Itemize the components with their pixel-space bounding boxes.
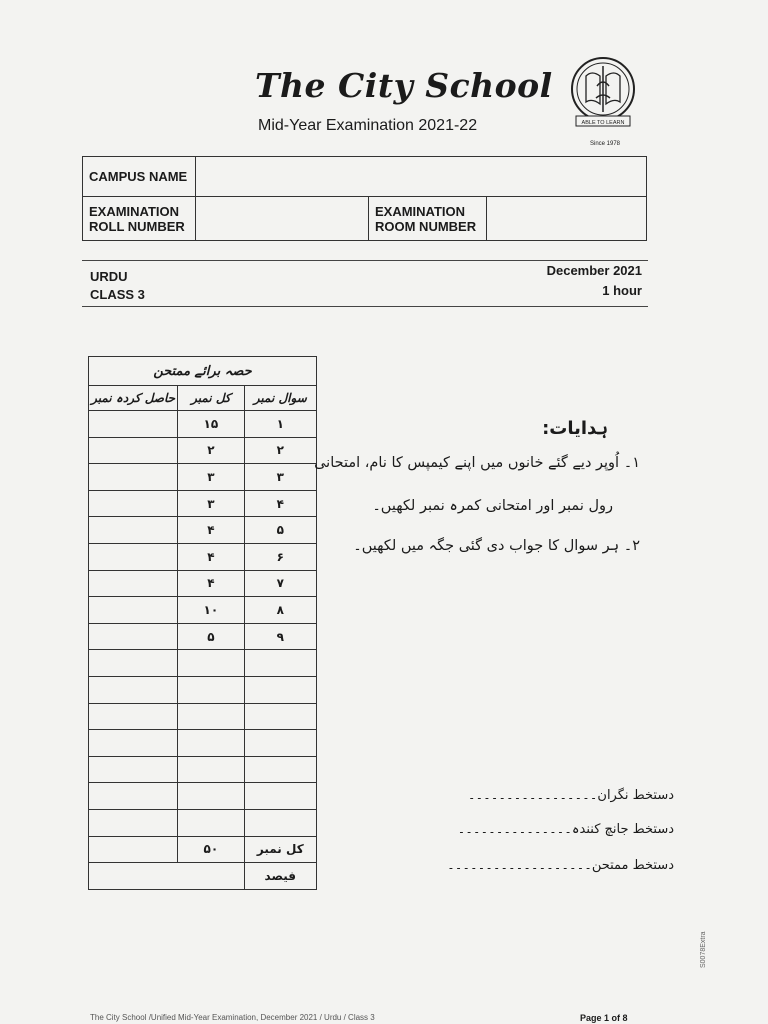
campus-name-field[interactable]	[196, 157, 647, 197]
question-number: ۲	[244, 437, 316, 464]
instructions-title: ہدایات:	[542, 418, 608, 439]
obtained-marks-field[interactable]	[89, 543, 178, 570]
roll-number-field[interactable]	[196, 197, 369, 241]
table-row	[89, 756, 317, 783]
marks-table	[88, 356, 317, 890]
percent-label: فیصد	[244, 863, 316, 890]
table-row	[89, 783, 317, 810]
question-number: ۹	[244, 623, 316, 650]
question-number: ۵	[244, 517, 316, 544]
signature-examiner: دستخط ممتحن۔۔۔۔۔۔۔۔۔۔۔۔۔۔۔۔۔۔۔	[447, 858, 674, 873]
percent-field[interactable]	[89, 863, 245, 890]
school-logo-icon	[570, 56, 636, 140]
total-marks: ۱۵	[178, 411, 244, 438]
table-row	[89, 517, 317, 544]
total-marks: ۲	[178, 437, 244, 464]
question-number: ۷	[244, 570, 316, 597]
total-row	[89, 836, 317, 863]
total-marks: ۳	[178, 464, 244, 491]
divider-top	[82, 260, 648, 261]
table-row	[89, 623, 317, 650]
question-number: ۴	[244, 490, 316, 517]
table-row	[89, 730, 317, 757]
col-question-header: سوال نمبر	[244, 386, 316, 411]
table-row	[89, 437, 317, 464]
col-total-header: کل نمبر	[178, 386, 244, 411]
question-number: ۱	[244, 411, 316, 438]
obtained-marks-field[interactable]	[89, 464, 178, 491]
exam-date: December 2021	[546, 263, 642, 278]
signature-checker: دستخط جانچ کنندہ۔۔۔۔۔۔۔۔۔۔۔۔۔۔۔	[457, 822, 674, 837]
instruction-line-3: ۲۔ ہر سوال کا جواب دی گئی جگہ میں لکھیں۔	[353, 538, 640, 554]
total-obtained-field[interactable]	[89, 836, 178, 863]
question-number: ۳	[244, 464, 316, 491]
total-marks: ۱۰	[178, 597, 244, 624]
campus-name-label: CAMPUS NAME	[83, 157, 196, 197]
total-marks: ۴	[178, 517, 244, 544]
class-name: CLASS 3	[90, 287, 145, 302]
subject-name: URDU	[90, 269, 128, 284]
total-marks: ۵	[178, 623, 244, 650]
table-row	[89, 464, 317, 491]
roll-label-line-1: EXAMINATION	[89, 203, 180, 219]
percent-row	[89, 863, 317, 890]
instruction-line-1: ۱۔ اُوپر دیے گئے خانوں میں اپنے کیمپس کا نام، امتحانی	[314, 455, 640, 471]
obtained-marks-field[interactable]	[89, 490, 178, 517]
total-value: ۵۰	[178, 836, 244, 863]
exam-title: Mid-Year Examination 2021-22	[258, 117, 478, 134]
roll-label-line-2: ROLL NUMBER	[89, 218, 185, 234]
table-row	[89, 650, 317, 677]
table-row	[89, 597, 317, 624]
total-marks: ۳	[178, 490, 244, 517]
roll-number-label	[83, 197, 196, 241]
room-number-label	[369, 197, 487, 241]
obtained-marks-field[interactable]	[89, 597, 178, 624]
table-row	[89, 570, 317, 597]
obtained-marks-field[interactable]	[89, 623, 178, 650]
table-row	[89, 490, 317, 517]
obtained-marks-field[interactable]	[89, 411, 178, 438]
room-number-field[interactable]	[487, 197, 647, 241]
total-marks: ۴	[178, 543, 244, 570]
footer-text: The City School /Unified Mid-Year Examination, December 2021 / Urdu / Class 3	[90, 1013, 375, 1022]
school-name: The City School	[255, 66, 553, 105]
total-marks: ۴	[178, 570, 244, 597]
divider-bottom	[82, 306, 648, 307]
instruction-line-2: رول نمبر اور امتحانی کمرہ نمبر لکھیں۔	[372, 498, 613, 514]
table-row	[89, 411, 317, 438]
room-label-line-1: EXAMINATION	[375, 203, 466, 219]
signature-invigilator: دستخط نگران۔۔۔۔۔۔۔۔۔۔۔۔۔۔۔۔۔	[467, 788, 674, 803]
table-row	[89, 703, 317, 730]
question-number: ۶	[244, 543, 316, 570]
obtained-marks-field[interactable]	[89, 517, 178, 544]
side-code: S0078Extra	[700, 931, 707, 968]
page-number: Page 1 of 8	[580, 1013, 628, 1023]
exam-duration: 1 hour	[602, 283, 642, 298]
col-obtained-header: حاصل کردہ نمبر	[89, 386, 178, 411]
table-row	[89, 676, 317, 703]
table-row	[89, 809, 317, 836]
total-label: کل نمبر	[244, 836, 316, 863]
marks-table-title: حصہ برائے ممتحن	[89, 357, 317, 386]
obtained-marks-field[interactable]	[89, 570, 178, 597]
since-label: Since 1978	[590, 141, 621, 147]
question-number: ۸	[244, 597, 316, 624]
student-info-table	[82, 156, 647, 241]
table-row	[89, 543, 317, 570]
room-label-line-2: ROOM NUMBER	[375, 218, 477, 234]
svg-text:ABLE TO LEARN: ABLE TO LEARN	[581, 120, 625, 126]
obtained-marks-field[interactable]	[89, 437, 178, 464]
